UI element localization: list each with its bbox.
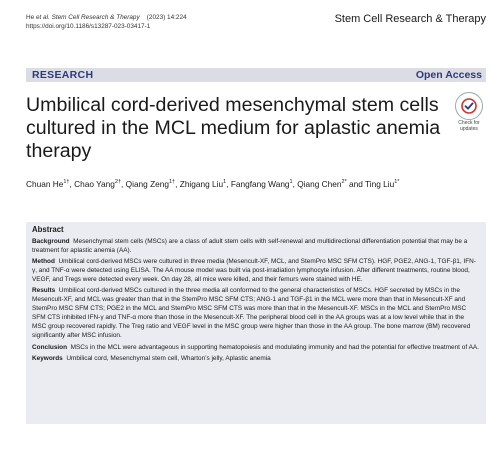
author-affiliation-marker: 1 — [223, 179, 227, 186]
journal-citation-line — [26, 13, 187, 31]
author-name[interactable]: Chao Yang$^{2\dagger}$ — [74, 179, 122, 189]
author-affiliation-marker: 1† — [63, 179, 70, 186]
author-name[interactable]: Ting Liu$^{1*}$ — [365, 179, 400, 189]
author-name[interactable]: Chuan $He^{1\dagger}$ — [26, 179, 70, 189]
check-for-updates-label[interactable]: Check for updates — [458, 120, 480, 132]
check-for-updates-icon[interactable] — [455, 92, 483, 120]
keywords-label: Keywords — [32, 354, 63, 362]
article-type-bar — [26, 68, 486, 82]
abstract-results — [32, 286, 480, 340]
abstract-method — [32, 257, 480, 284]
author-name[interactable]: Fangfang Wang$^1$ — [230, 179, 293, 189]
author-name[interactable]: Qiang Zeng$^{1\dagger}$ — [125, 179, 176, 189]
background-text: Mesenchymal stem cells (MSCs) are a class of adult stem cells with self-renewal and multidirectional differentiation potential that may be a treatment for aplastic anemia (AA). — [32, 238, 468, 255]
author-affiliation-marker: 1 — [289, 179, 293, 186]
citation-journal: et al. Stem Cell Research & Therapy — [35, 14, 140, 21]
author-list: Chuan $He^{1\dagger}$, Chao Yang$^{2\dagger}$, Qiang Zeng$^{1\dagger}$, Zhigang Liu$^1$, Fangfang Wang$^1$, Qiang Chen$^{2*}$ and Ting Liu$^{1*}$ — [26, 179, 400, 189]
conclusion-label: Conclusion — [32, 343, 68, 351]
article-type-label: RESEARCH — [32, 69, 94, 81]
abstract-heading: Abstract — [32, 225, 64, 234]
method-text: Umbilical cord-derived MSCs were cultured in three media (Mesencult-XF, MCL, and StemPro MSC SFM CTS). HGF, PGE2, ANG-1, TGF-β1, IFN-γ, and TNF-α were detected using ELISA. The AA mouse model was built via post-irradiation lymphocyte infusion. After different treatments, routine blood, VEGF, and Tregs were detected every week. On day 28, all mice were killed, and their femurs were stained with HE. — [32, 258, 476, 284]
background-label: Background — [32, 238, 70, 245]
author-name[interactable]: Qiang Chen$^{2*}$ — [297, 179, 347, 189]
doi-link[interactable]: https://doi.org/10.1186/s13287-023-03417-1 — [26, 23, 151, 30]
article-title: Umbilical cord-derived mesenchymal stem cells cultured in the MCL medium for aplastic anemia therapy — [26, 94, 441, 162]
abstract-box — [26, 222, 486, 424]
author-name[interactable]: Zhigang Liu$^1$ — [179, 179, 227, 189]
results-label: Results — [32, 287, 56, 295]
citation-year: (2023) 14:224 — [146, 14, 187, 21]
citation-author: He — [26, 14, 36, 21]
author-affiliation-marker: 1† — [169, 179, 176, 186]
conclusion-text: MSCs in the MCL were advantageous in supporting hematopoiesis and modulating immunity and had the potential for effective treatment of AA. — [70, 343, 479, 351]
method-label: Method — [32, 258, 55, 266]
abstract-conclusion — [32, 343, 480, 352]
journal-name: Stem Cell Research & Therapy — [334, 13, 486, 25]
author-affiliation-marker: 2* — [341, 179, 347, 186]
abstract-background — [32, 237, 480, 255]
author-affiliation-marker: 1* — [394, 179, 400, 186]
keywords-text: Umbilical cord, Mesenchymal stem cell, Wharton’s jelly, Aplastic anemia — [66, 354, 271, 362]
author-affiliation-marker: 2† — [114, 179, 122, 186]
abstract-keywords — [32, 354, 480, 363]
results-text: Umbilical cord-derived MSCs cultured in the three media all conformed to the general characteristics of MSCs. HGF secreted by MSCs in the Mesencult-XF, and MCL was greater than that in the StemPro MSC SFM CTS; ANG-1 and TGF-β1 in the MCL were more than that in Mesencult-XF and StemPro MSC SFM CTS; PGE2 in the MCL and StemPro MSC SFM CTS was more than that in the Mesencult-XF. MSCs in the MCL and StemPro MSC SFM CTS inhibited IFN-γ and TNF-α more than those in the Mesencult-XF. The peripheral blood cell in the AA groups was at a low level while that in the MSC group recovered rapidly. The Treg ratio and VEGF level in the MSC group were higher than those in the AA group. The bone marrow (BM) recovered significantly after MSC infusion. — [32, 287, 471, 340]
open-access-label: Open Access — [415, 69, 482, 81]
